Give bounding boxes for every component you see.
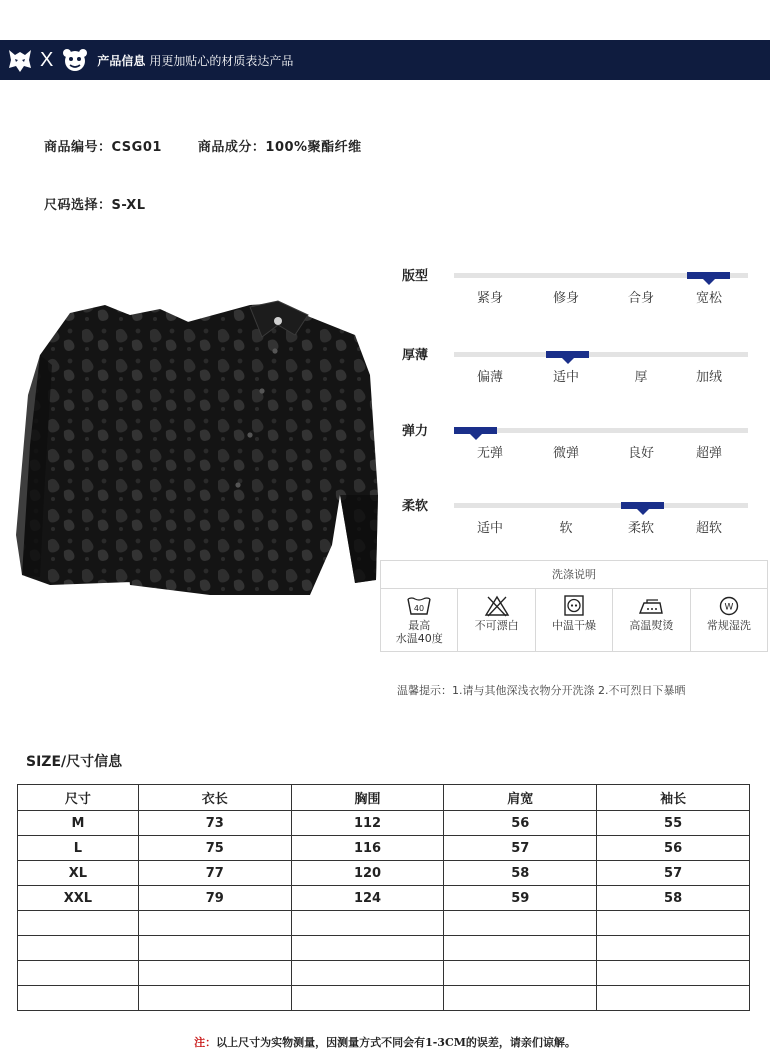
product-info-line (44, 136, 362, 155)
product-material: 商品成分：100%聚酯纤维 (197, 140, 362, 155)
table-cell: 112 (291, 811, 444, 836)
table-row-empty (18, 961, 750, 986)
table-header-cell: 胸围 (291, 785, 444, 811)
attribute-marker (454, 427, 497, 434)
product-code: 商品编号：CSG01 (44, 140, 162, 155)
header-title: 产品信息 (97, 53, 146, 68)
wash-label: 中温干燥 (552, 619, 597, 632)
attribute-track (454, 352, 748, 357)
header-subtitle: 用更加贴心的材质表达产品 (149, 53, 294, 68)
attribute-option: 合身 (627, 291, 654, 306)
attribute-marker (621, 502, 664, 509)
logo-x: X (40, 48, 54, 71)
wash-item (613, 589, 690, 651)
product-size-range: 尺码选择：S-XL (44, 198, 146, 213)
shirt-product-image (10, 295, 380, 595)
wash-item (381, 589, 458, 651)
attribute-option: 适中 (476, 521, 503, 536)
table-header-cell: 肩宽 (444, 785, 597, 811)
table-cell: 56 (597, 836, 750, 861)
table-cell: 124 (291, 886, 444, 911)
table-row-empty (18, 911, 750, 936)
wolf-logo-icon (6, 46, 34, 74)
note-text: 以上尺寸为实物测量，因测量方式不同会有1-3CM的误差，请亲们谅解。 (216, 1036, 576, 1049)
table-cell: 58 (597, 886, 750, 911)
attribute-track (454, 428, 748, 433)
table-cell: 56 (444, 811, 597, 836)
header-bar (0, 40, 770, 80)
table-cell: 79 (138, 886, 291, 911)
wash-item (458, 589, 535, 651)
size-info-title: SIZE/尺寸信息 (26, 754, 123, 770)
attribute-option: 适中 (552, 370, 579, 385)
wash-40-icon (406, 595, 432, 617)
attribute-option: 超软 (695, 521, 722, 536)
wash-label: 高温熨烫 (629, 619, 674, 632)
table-cell: 57 (444, 836, 597, 861)
table-cell: 73 (138, 811, 291, 836)
wash-item (691, 589, 767, 651)
table-row (18, 811, 750, 836)
table-cell: 57 (597, 861, 750, 886)
bear-logo-icon (61, 46, 89, 74)
size-note (0, 1034, 770, 1050)
attribute-option: 宽松 (695, 291, 722, 306)
attribute-name: 厚薄 (402, 348, 429, 363)
attribute-name: 弹力 (402, 424, 429, 439)
attribute-option: 加绒 (695, 370, 722, 385)
attribute-option: 超弹 (695, 446, 722, 461)
attribute-option: 厚 (634, 370, 648, 385)
attribute-option: 柔软 (627, 521, 654, 536)
note-prefix: 注： (194, 1036, 217, 1049)
table-header-cell: 衣长 (138, 785, 291, 811)
wet-clean-icon (716, 595, 742, 617)
wash-temp: 40 (414, 604, 425, 613)
table-cell: L (18, 836, 139, 861)
attribute-elasticity (400, 420, 760, 480)
attribute-option: 偏薄 (476, 370, 503, 385)
table-cell: 77 (138, 861, 291, 886)
wet-clean-letter: W (724, 602, 734, 613)
table-cell: M (18, 811, 139, 836)
attribute-fit (400, 265, 760, 325)
table-row-empty (18, 936, 750, 961)
wash-label: 不可漂白 (474, 619, 519, 632)
attribute-option: 修身 (552, 291, 579, 306)
care-tip: 温馨提示：1.请与其他深浅衣物分开洗涤 2.不可烈日下暴晒 (397, 684, 686, 697)
table-cell: XXL (18, 886, 139, 911)
attribute-track (454, 273, 748, 278)
size-table (17, 784, 750, 1011)
no-bleach-icon (484, 595, 510, 617)
attribute-softness (400, 495, 760, 555)
attribute-option: 良好 (627, 446, 654, 461)
wash-label: 常规湿洗 (706, 619, 751, 632)
wash-instructions (380, 560, 768, 652)
table-header-cell: 尺寸 (18, 785, 139, 811)
table-cell: 59 (444, 886, 597, 911)
table-cell: XL (18, 861, 139, 886)
table-cell: 75 (138, 836, 291, 861)
table-row (18, 836, 750, 861)
attribute-option: 紧身 (476, 291, 503, 306)
wash-label: 最高 水温40度 (395, 619, 443, 645)
size-table-header-row (18, 785, 750, 811)
attribute-thickness (400, 344, 760, 404)
tumble-dry-medium-icon (561, 595, 587, 617)
table-cell: 116 (291, 836, 444, 861)
iron-high-icon (638, 595, 664, 617)
table-header-cell: 袖长 (597, 785, 750, 811)
wash-title: 洗涤说明 (381, 561, 767, 589)
table-row (18, 861, 750, 886)
wash-item (536, 589, 613, 651)
table-cell: 55 (597, 811, 750, 836)
table-cell: 58 (444, 861, 597, 886)
table-row-empty (18, 986, 750, 1011)
attribute-option: 无弹 (476, 446, 503, 461)
attribute-track (454, 503, 748, 508)
attribute-marker (687, 272, 730, 279)
attribute-option: 软 (559, 521, 573, 536)
attribute-name: 柔软 (402, 499, 429, 514)
table-cell: 120 (291, 861, 444, 886)
attribute-name: 版型 (402, 269, 429, 284)
table-row (18, 886, 750, 911)
attribute-marker (546, 351, 589, 358)
attribute-option: 微弹 (552, 446, 579, 461)
